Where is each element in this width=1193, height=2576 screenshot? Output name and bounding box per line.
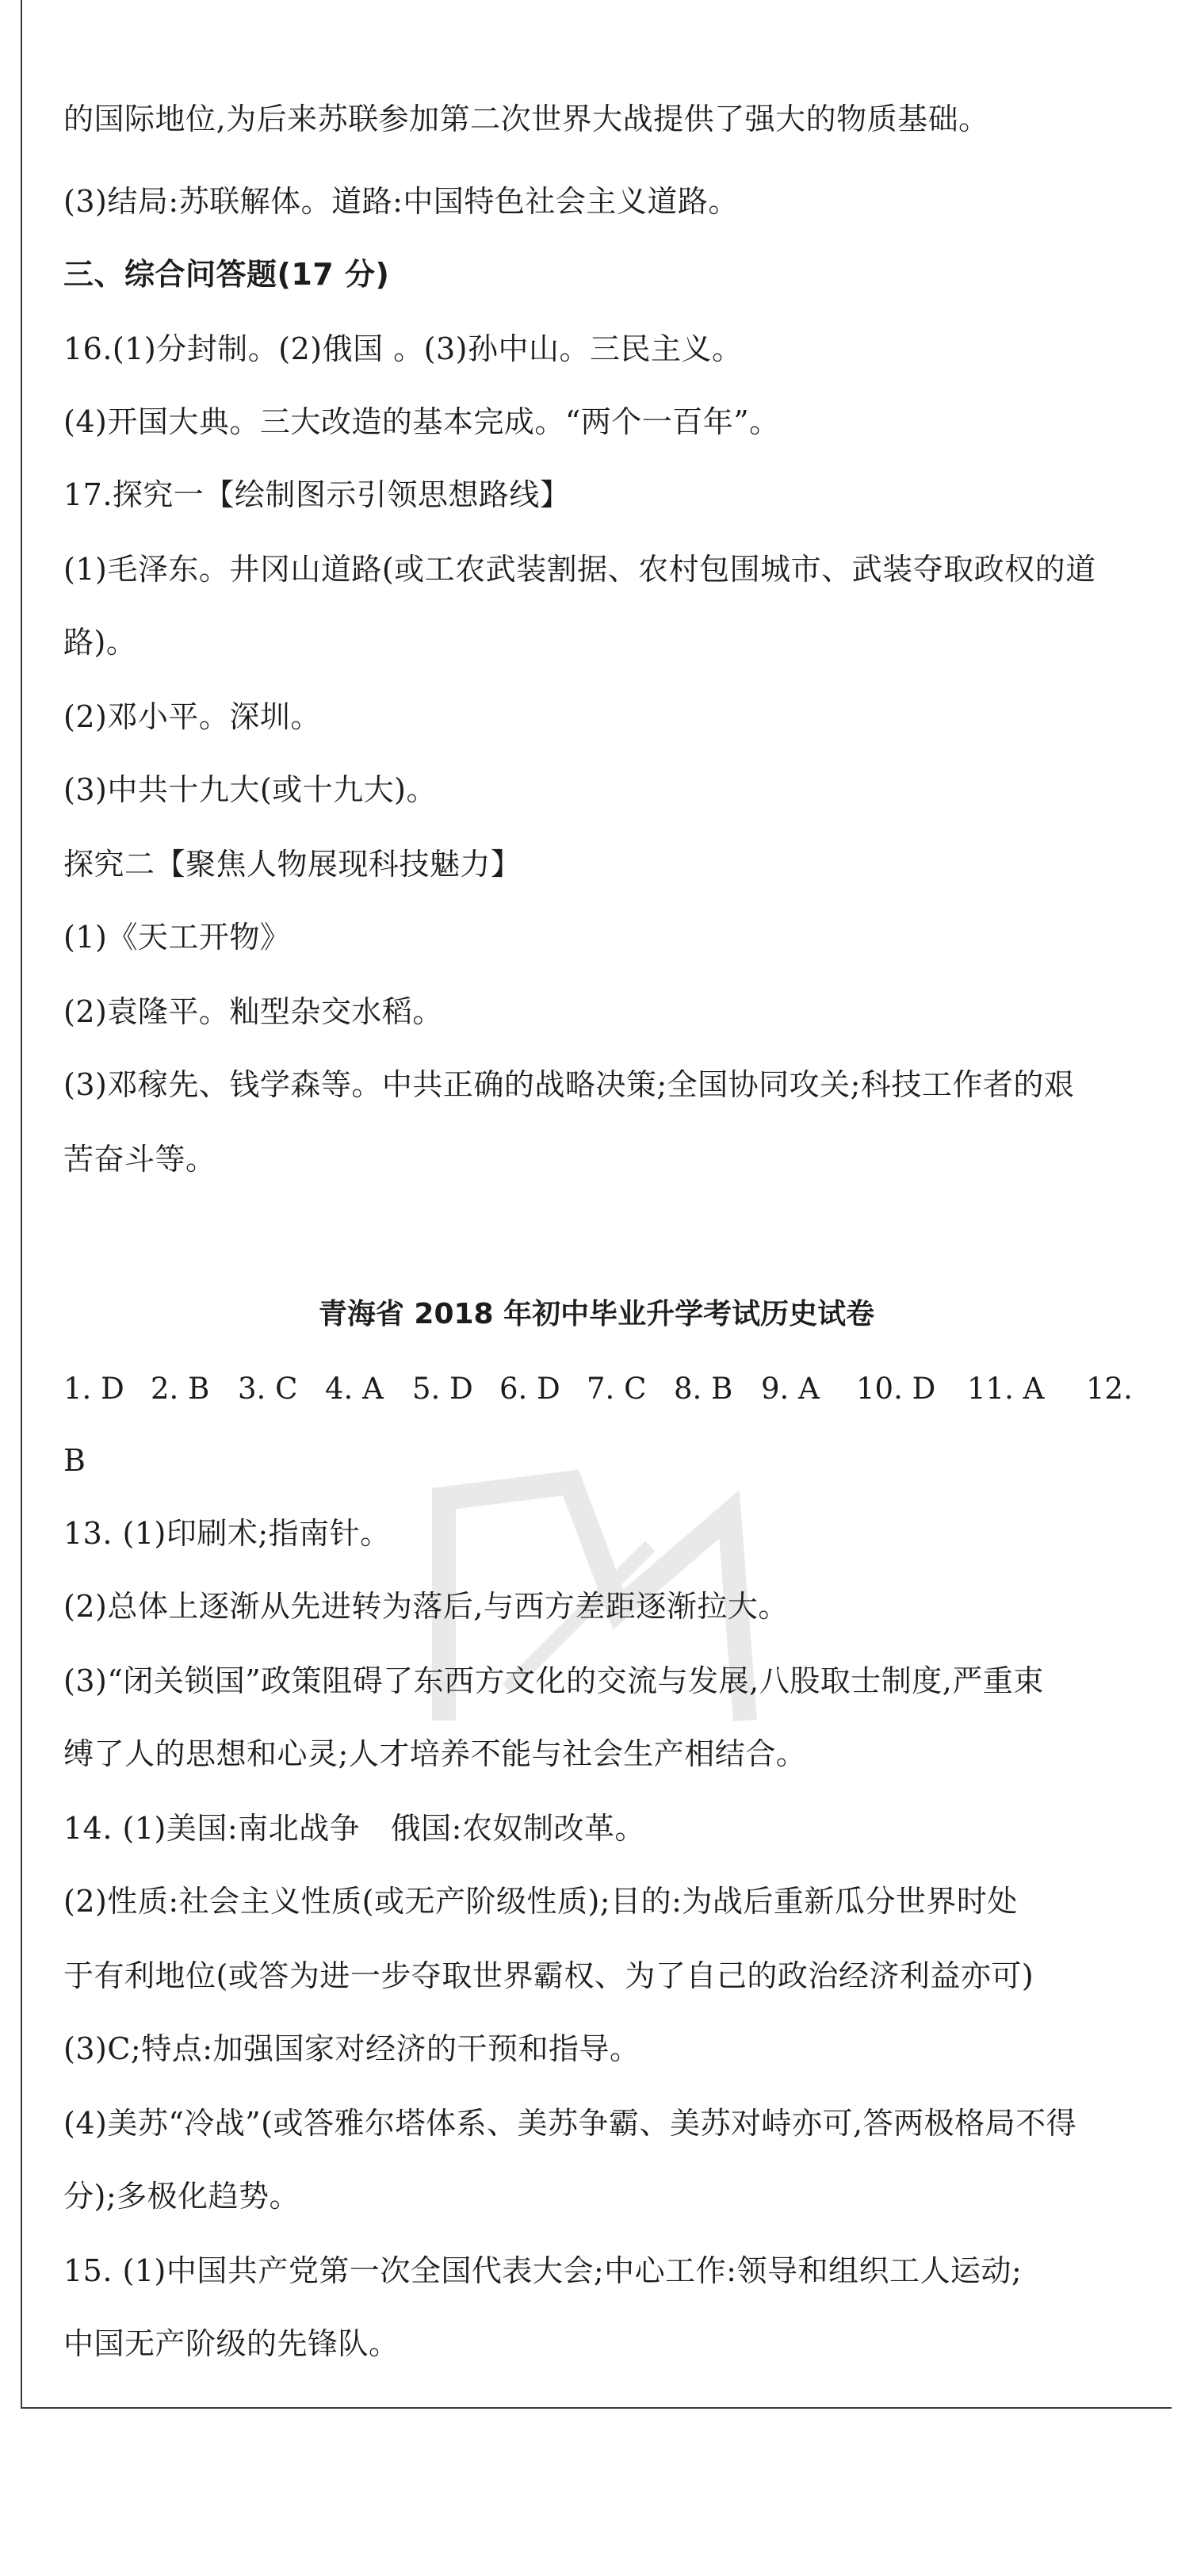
text-line: 15. (1)中国共产党第一次全国代表大会;中心工作:领导和组织工人运动; (63, 2253, 1023, 2288)
answer-item: 11. A (967, 1372, 1045, 1406)
exam-title: 青海省 2018 年初中毕业升学考试历史试卷 (318, 1298, 875, 1330)
text-line: 中国无产阶级的先锋队。 (63, 2326, 400, 2361)
choice-answers-row (63, 1370, 1173, 1408)
text-line: 16.(1)分封制。(2)俄国 。(3)孙中山。三民主义。 (63, 331, 743, 366)
answer-item: 2. B (151, 1372, 210, 1406)
text-line: 的国际地位,为后来苏联参加第二次世界大战提供了强大的物质基础。 (63, 101, 989, 136)
text-line: 探究二【聚焦人物展现科技魅力】 (63, 847, 522, 882)
text-line: (2)袁隆平。籼型杂交水稻。 (63, 994, 443, 1029)
answer-item: 6. D (499, 1372, 560, 1406)
text-line: (4)美苏“冷战”(或答雅尔塔体系、美苏争霸、美苏对峙亦可,答两极格局不得 (63, 2106, 1077, 2141)
text-line: (2)邓小平。深圳。 (63, 699, 321, 734)
text-line: 于有利地位(或答为进一步夺取世界霸权、为了自己的政治经济利益亦可) (63, 1958, 1034, 1993)
text-line: 17.探究一【绘制图示引领思想路线】 (63, 477, 571, 512)
text-line: (3)C;特点:加强国家对经济的干预和指导。 (63, 2031, 640, 2066)
text-line: (1)毛泽东。井冈山道路(或工农武装割据、农村包围城市、武装夺取政权的道 (63, 552, 1096, 587)
answer-item: 3. C (238, 1372, 298, 1406)
bottom-rule (21, 2407, 1172, 2409)
text-line: (2)总体上逐渐从先进转为落后,与西方差距逐渐拉大。 (63, 1589, 789, 1624)
answer-item: 12. (1086, 1372, 1133, 1406)
text-line: (2)性质:社会主义性质(或无产阶级性质);目的:为战后重新瓜分世界时处 (63, 1884, 1018, 1919)
left-margin-rule (21, 0, 22, 2407)
text-line: (3)结局:苏联解体。道路:中国特色社会主义道路。 (63, 184, 739, 219)
text-line: 分);多极化趋势。 (63, 2179, 300, 2214)
text-line: (4)开国大典。三大改造的基本完成。“两个一百年”。 (63, 404, 780, 439)
text-line: 14. (1)美国:南北战争 俄国:农奴制改革。 (63, 1811, 645, 1846)
section-heading: 三、综合问答题(17 分) (63, 257, 390, 292)
answer-item: 1. D (63, 1372, 124, 1406)
text-line: (3)“闭关锁国”政策阻碍了东西方文化的交流与发展,八股取士制度,严重束 (63, 1663, 1044, 1698)
answer-item: 10. D (856, 1372, 936, 1406)
text-line: (3)邓稼先、钱学森等。中共正确的战略决策;全国协同攻关;科技工作者的艰 (63, 1067, 1075, 1102)
text-line: 路)。 (63, 625, 137, 660)
answer-wrap: B (63, 1443, 86, 1478)
text-line: 13. (1)印刷术;指南针。 (63, 1516, 391, 1551)
answer-item: 7. C (587, 1372, 647, 1406)
text-line: 缚了人的思想和心灵;人才培养不能与社会生产相结合。 (63, 1736, 807, 1771)
text-line: (1)《天工开物》 (63, 920, 291, 955)
answer-item: 8. B (674, 1372, 733, 1406)
text-line: 苦奋斗等。 (63, 1142, 216, 1177)
text-line: (3)中共十九大(或十九大)。 (63, 772, 437, 807)
answer-item: 4. A (325, 1372, 384, 1406)
answer-item: 9. A (761, 1372, 820, 1406)
answer-item: 5. D (412, 1372, 473, 1406)
